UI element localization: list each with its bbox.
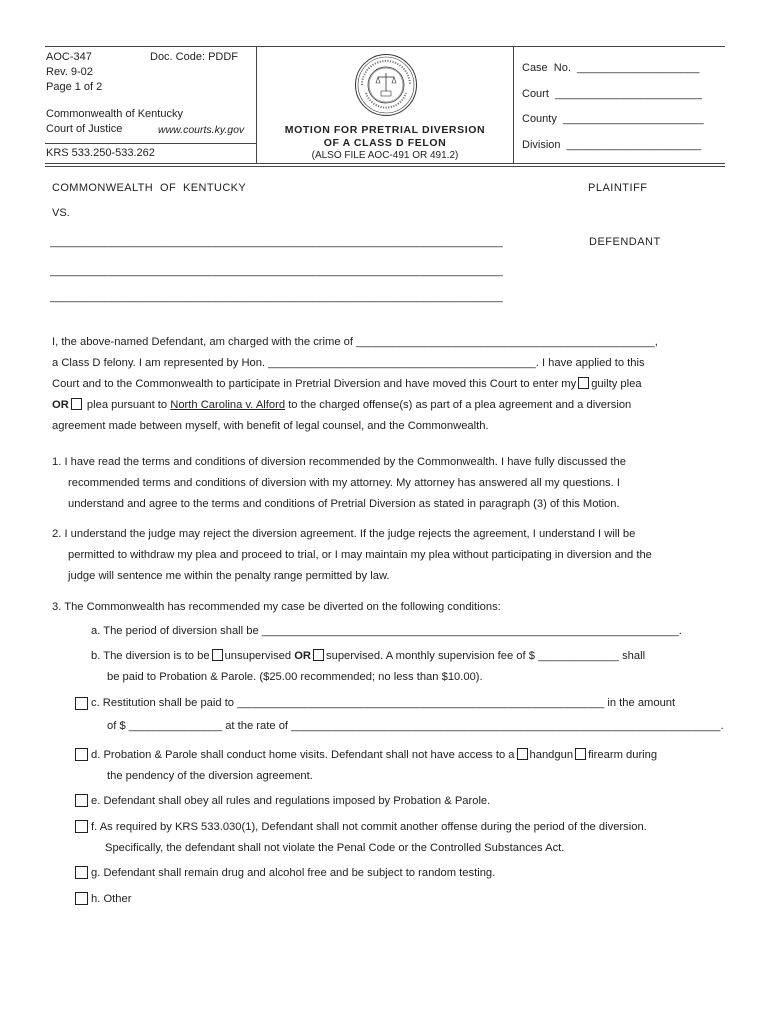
condition-d — [91, 745, 657, 766]
defendant-address-line-2[interactable]: __________________________________________________________________________ — [50, 291, 503, 303]
condition-g-checkbox[interactable] — [75, 866, 88, 879]
item-1-line-1: 1. I have read the terms and conditions of diversion recommended by the Commonwealth. I have fully discussed the — [52, 456, 626, 468]
form-title-line2: OF A CLASS D FELON — [323, 137, 447, 149]
condition-a[interactable]: a. The period of diversion shall be ___________________________________________________________________. — [91, 625, 682, 637]
condition-c[interactable]: c. Restitution shall be paid to ___________________________________________________________ in the amount — [91, 697, 676, 709]
alford-plea-checkbox[interactable] — [71, 398, 82, 410]
court-seal-icon — [354, 53, 418, 117]
guilty-plea-checkbox[interactable] — [578, 377, 589, 389]
division-field[interactable]: Division ______________________ — [522, 139, 702, 151]
header-top-rule — [45, 46, 725, 47]
versus-label: VS. — [52, 207, 70, 219]
intro-line-5: agreement made between myself, with benefit of legal counsel, and the Commonwealth. — [52, 420, 489, 432]
form-number: AOC-347 — [46, 51, 92, 63]
intro-line-4-text: to the charged offense(s) as part of a plea agreement and a diversion — [288, 399, 632, 411]
form-title-note: (ALSO FILE AOC-491 OR 491.2) — [311, 150, 459, 161]
condition-d-checkbox[interactable] — [75, 748, 88, 761]
condition-f-checkbox[interactable] — [75, 820, 88, 833]
header-divider-right — [513, 46, 514, 164]
condition-d-text: d. Probation & Parole shall conduct home visits. Defendant shall not have access to a — [91, 749, 515, 761]
plaintiff-name: COMMONWEALTH OF KENTUCKY — [52, 182, 247, 194]
defendant-name-line[interactable]: __________________________________________________________________________ — [50, 236, 503, 248]
court-of-justice-label: Court of Justice — [46, 123, 123, 135]
county-field[interactable]: County _______________________ — [522, 113, 704, 125]
firearm-checkbox[interactable] — [575, 748, 586, 760]
condition-b — [91, 646, 645, 667]
condition-b-text: b. The diversion is to be — [91, 650, 210, 662]
intro-paragraph — [52, 332, 724, 437]
handgun-label: handgun — [529, 749, 574, 761]
condition-h-checkbox[interactable] — [75, 892, 88, 905]
krs-reference: KRS 533.250-533.262 — [46, 147, 155, 159]
case-number-field[interactable]: Case No. ____________________ — [522, 62, 700, 74]
unsupervised-checkbox[interactable] — [212, 649, 223, 661]
alford-case-name: North Carolina v. Alford — [170, 399, 286, 411]
condition-f-line-2: Specifically, the defendant shall not violate the Penal Code or the Controlled Substances Act. — [105, 842, 565, 854]
handgun-checkbox[interactable] — [517, 748, 528, 760]
b-or-label: OR — [294, 650, 312, 662]
condition-e-checkbox[interactable] — [75, 794, 88, 807]
form-title-line1: MOTION FOR PRETRIAL DIVERSION — [284, 124, 486, 136]
condition-d-line-2: the pendency of the diversion agreement. — [107, 770, 313, 782]
item-2 — [52, 524, 724, 587]
intro-line-1: I, the above-named Defendant, am charged with the crime of ________________________________________________, — [52, 336, 658, 348]
item-2-line-2: permitted to withdraw my plea and proceed to trial, or I may maintain my plea without participating in diversion and the — [68, 549, 652, 561]
firearm-label: firearm during — [588, 749, 658, 761]
header-bottom-rule — [45, 163, 725, 164]
alford-plea-label: plea pursuant to — [86, 399, 168, 411]
website-link: www.courts.ky.gov — [158, 124, 245, 136]
item-1-line-3: understand and agree to the terms and conditions of Pretrial Diversion as stated in paragraph (3) of this Motion. — [68, 498, 620, 510]
supervised-label: supervised. A monthly supervision fee of $ _____________ shall — [326, 650, 646, 662]
defendant-label: DEFENDANT — [589, 236, 661, 248]
item-2-line-1: 2. I understand the judge may reject the diversion agreement. If the judge rejects the agreement, I understand I will be — [52, 528, 636, 540]
court-field[interactable]: Court ________________________ — [522, 88, 702, 100]
defendant-address-line-1[interactable]: __________________________________________________________________________ — [50, 265, 503, 277]
unsupervised-label: unsupervised — [224, 650, 292, 662]
header-left-rule — [45, 143, 256, 144]
condition-f: f. As required by KRS 533.030(1), Defendant shall not commit another offense during the period of the diversion. — [91, 821, 647, 833]
header-bottom-rule-2 — [45, 166, 725, 167]
item-1-line-2: recommended terms and conditions of diversion with my attorney. My attorney has answered all my questions. I — [68, 477, 620, 489]
condition-g: g. Defendant shall remain drug and alcohol free and be subject to random testing. — [91, 867, 496, 879]
plaintiff-label: PLAINTIFF — [588, 182, 648, 194]
supervised-checkbox[interactable] — [313, 649, 324, 661]
doc-code: Doc. Code: PDDF — [150, 51, 239, 63]
condition-b-line-2: be paid to Probation & Parole. ($25.00 recommended; no less than $10.00). — [107, 671, 483, 683]
page-number: Page 1 of 2 — [46, 81, 103, 93]
item-2-line-3: judge will sentence me within the penalty range permitted by law. — [68, 570, 390, 582]
or-label: OR — [52, 399, 69, 411]
condition-h: h. Other — [91, 893, 132, 905]
item-3-heading: 3. The Commonwealth has recommended my case be diverted on the following conditions: — [52, 601, 501, 613]
condition-e: e. Defendant shall obey all rules and regulations imposed by Probation & Parole. — [91, 795, 491, 807]
condition-c-checkbox[interactable] — [75, 697, 88, 710]
condition-c-line-2[interactable]: of $ _______________ at the rate of _____________________________________________________________________. — [107, 720, 724, 732]
item-1 — [52, 452, 724, 515]
commonwealth-label: Commonwealth of Kentucky — [46, 108, 183, 120]
intro-line-3-text: Court and to the Commonwealth to participate in Pretrial Diversion and have moved this Court to enter my — [52, 378, 577, 390]
intro-line-4 — [52, 395, 724, 416]
guilty-plea-label: guilty plea — [591, 378, 642, 390]
revision: Rev. 9-02 — [46, 66, 93, 78]
intro-line-3 — [52, 374, 724, 395]
intro-line-2: a Class D felony. I am represented by Hon. ___________________________________________. I have applied to this — [52, 357, 645, 369]
